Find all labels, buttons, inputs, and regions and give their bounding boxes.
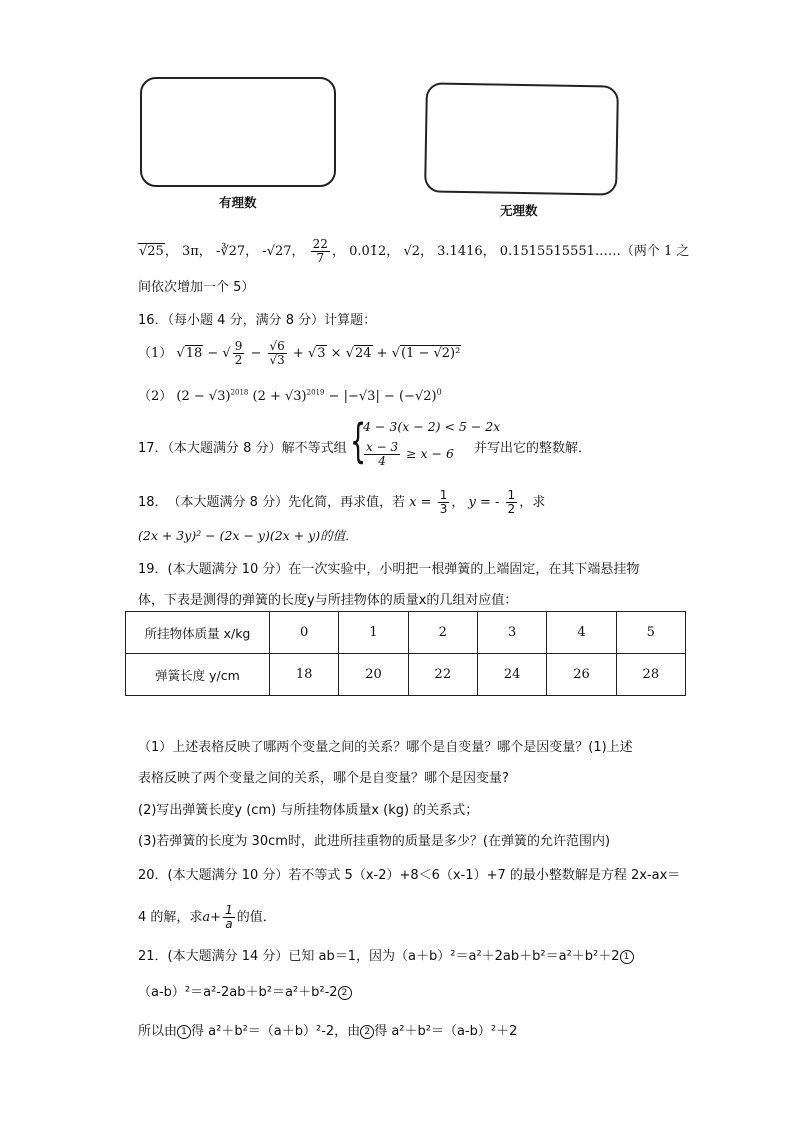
cell: 3	[477, 612, 546, 654]
q15-note: 间依次增加一个 5）	[138, 280, 255, 295]
q17-brace: {	[350, 414, 367, 468]
q21-line1: 21．(本大题满分 14 分）已知 ab＝1，因为（a＋b）²＝a²＋2ab＋b²＝a²＋b²＋2 1	[138, 945, 634, 964]
cell: 2	[408, 612, 477, 654]
cell: 5	[616, 612, 685, 654]
q21-line3: 所以由 1 得 a²＋b²＝（a＋b）²-2，由 2 得 a²＋b²＝（a-b）²＋2	[138, 1024, 518, 1039]
q19-s1-line1: （1）上述表格反映了哪两个变量之间的关系？哪个是自变量？哪个是因变量？(1)上述	[138, 740, 633, 755]
q15-n5-fraction: $\frac{22}{7}$	[312, 237, 328, 265]
table-row	[126, 612, 686, 654]
q16-part2: （2） $(2 - √3)^{2018}$ $(2 + √3)^{2019} - |-√3| - (-√2)^0$	[138, 387, 442, 404]
q17-tail: 并写出它的整数解．	[474, 441, 592, 456]
q18-y-fraction: $\frac{1}{2}$	[507, 488, 516, 516]
q19-s1-line2: 表格反映了两个变量之间的关系，哪个是自变量？哪个是因变量?	[138, 771, 509, 786]
q18-expr: (2x + 3y)² − (2x − y)(2x + y)的值．	[138, 528, 358, 543]
cell: 20	[339, 654, 408, 696]
q19-s2: (2)写出弹簧长度y (cm) 与所挂物体质量x (kg) 的关系式；	[138, 803, 479, 818]
q15-n4: -√27	[262, 244, 292, 259]
q16-part1-label: （1）	[138, 346, 173, 361]
q15-number-list: √25， 3π， -∛27， -√27， $\frac{22}{7}$ ， 0.0̇1̇2， √2， 3.1416， 0.1515515551……（两个 1 之	[139, 237, 690, 265]
q16-heading: 16．（每小题 4 分，满分 8 分）计算题：	[138, 313, 377, 328]
q15-n2: 3π	[181, 244, 199, 259]
cell: 28	[616, 654, 685, 696]
table-row	[126, 654, 686, 696]
q16-part1: （1） √18 − √ $\frac{9}{2}$ − $\frac{√6}{√3}$ + √3 × √24 + √(1 − √2)²	[138, 339, 461, 367]
q17-ineq1: 4 − 3(x − 2) < 5 − 2x	[363, 419, 501, 434]
cell: 22	[408, 654, 477, 696]
q21-mark2: 2	[338, 986, 352, 1000]
q21-mark1: 1	[620, 950, 634, 964]
row1-header: 所挂物体质量 x/kg	[126, 612, 270, 654]
cell: 24	[477, 654, 546, 696]
q19-line2: 体，下表是测得的弹簧的长度y与所挂物体的质量x的几组对应值：	[138, 593, 518, 608]
q15-n3: -∛27	[215, 244, 246, 259]
cell: 1	[339, 612, 408, 654]
q20-line1: 20．(本大题满分 10 分）若不等式 5（x-2）+8＜6（x-1）+7 的最小整数解是方程 2x-ax＝	[138, 868, 681, 883]
q15-n7: √2	[403, 244, 420, 259]
cell: 4	[547, 612, 616, 654]
q15-n1: √25	[139, 244, 164, 259]
q19-s3: (3)若弹簧的长度为 30cm时，此进所挂重物的质量是多少？(在弹簧的允许范围内)	[138, 834, 611, 849]
q15-n6: 0.0̇1̇2	[349, 244, 387, 259]
rational-label: 有理数	[219, 195, 257, 210]
q16-part2-label: （2）	[138, 389, 173, 404]
q15-n9: 0.1515515551……（两个 1 之	[499, 244, 690, 259]
q17-ineq2: $\frac{x - 3}{4}$ ≥ x − 6	[366, 440, 454, 468]
irrational-label: 无理数	[500, 203, 538, 218]
q17-heading: 17．（本大题满分 8 分）解不等式组	[138, 441, 347, 456]
cell: 26	[547, 654, 616, 696]
q18-heading: 18． （本大题满分 8 分）先化简，再求值，若 x = $\frac{1}{3}$ ， y = - $\frac{1}{2}$ ，求	[138, 488, 546, 516]
q20-line2: 4 的解，求a+ $\frac{1}{a}$ 的值．	[138, 903, 276, 931]
cell: 0	[270, 612, 339, 654]
q19-line1: 19．(本大题满分 10 分）在一次实验中，小明把一根弹簧的上端固定，在其下端悬挂物	[138, 562, 640, 577]
row2-header: 弹簧长度 y/cm	[126, 654, 270, 696]
q20-fraction: $\frac{1}{a}$	[225, 903, 233, 931]
q19-table	[125, 611, 686, 696]
q15-n8: 3.1416	[437, 244, 483, 259]
rational-box	[140, 77, 336, 187]
cell: 18	[270, 654, 339, 696]
q21-line2: （a-b）²＝a²-2ab＋b²＝a²＋b²-2 2	[138, 981, 352, 1000]
q18-x-fraction: $\frac{1}{3}$	[439, 488, 448, 516]
irrational-box	[424, 82, 619, 195]
